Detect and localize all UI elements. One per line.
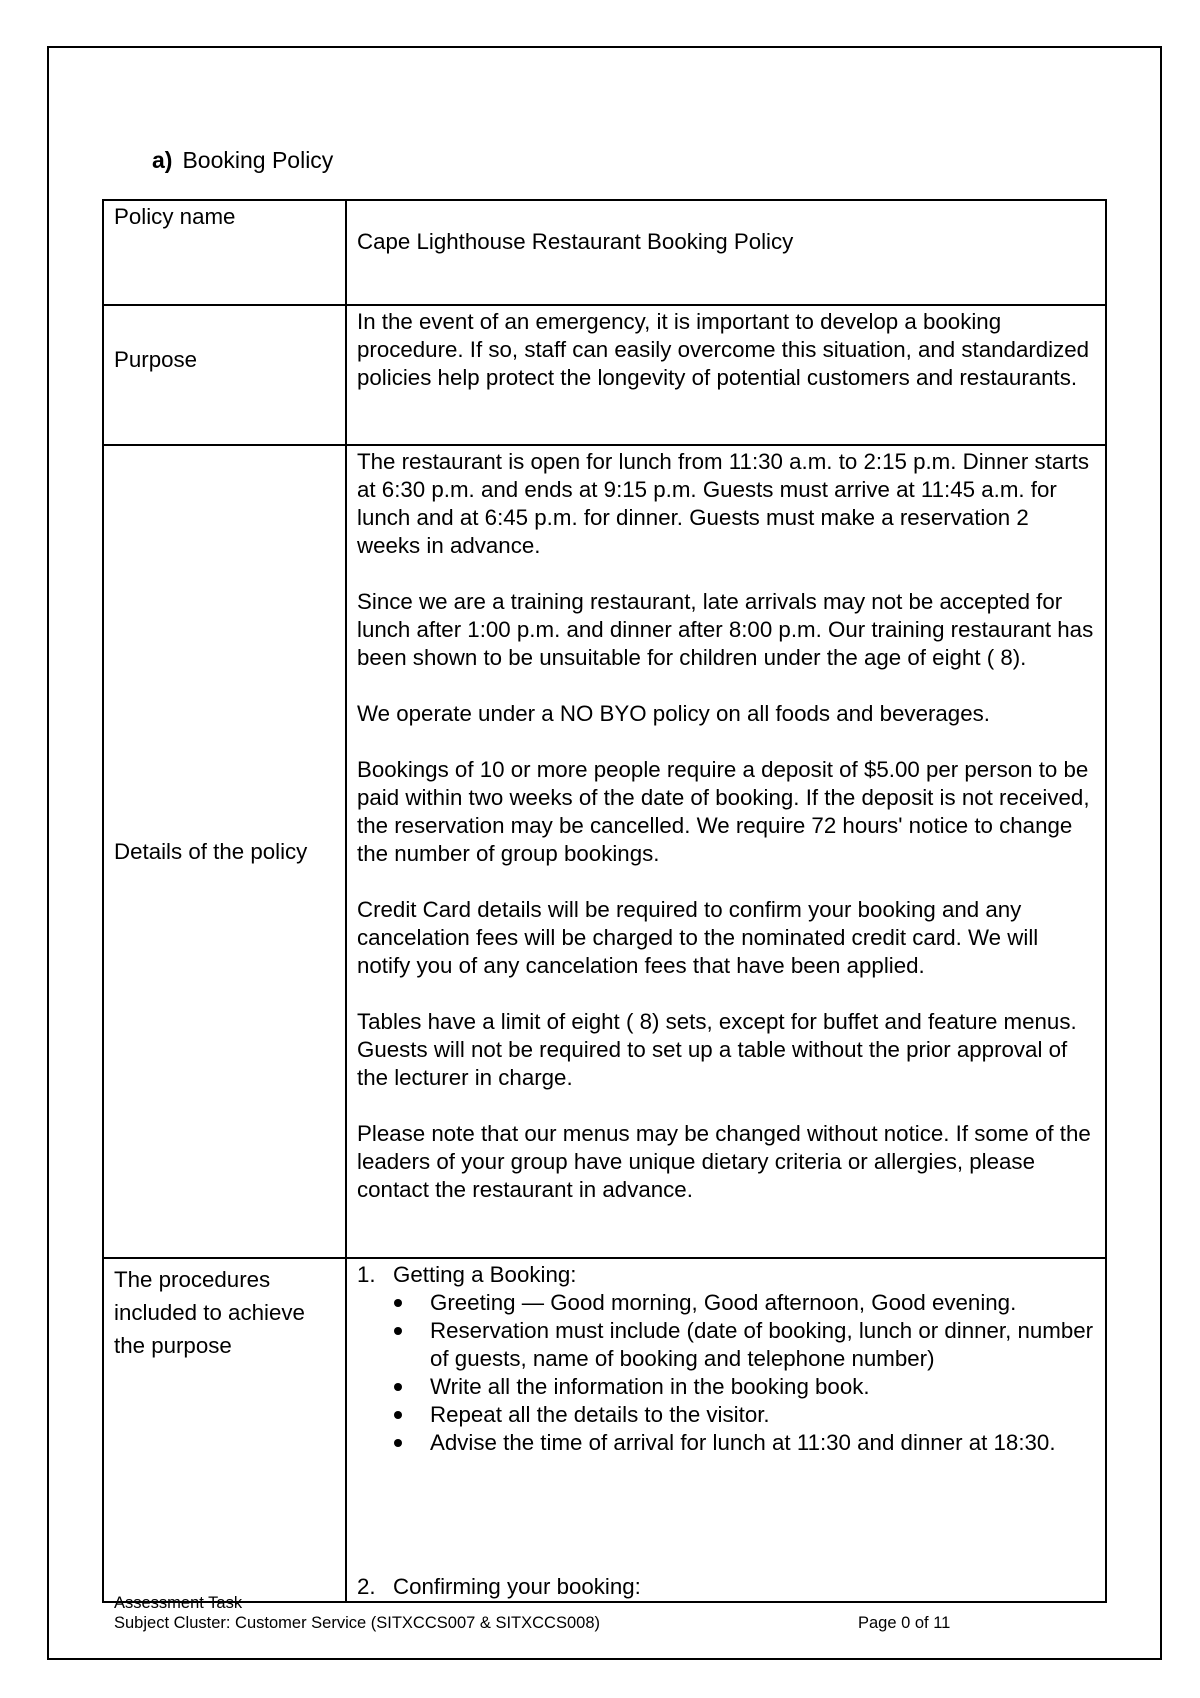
list-item: Greeting — Good morning, Good afternoon, Good evening. [430, 1289, 1095, 1317]
footer-line-2: Subject Cluster: Customer Service (SITXCCS007 & SITXCCS008) [114, 1614, 601, 1632]
list-item: Write all the information in the booking book. [430, 1373, 1095, 1401]
list-item: Repeat all the details to the visitor. [430, 1401, 1095, 1429]
table-row [103, 305, 1106, 445]
step-1-bullets [357, 1289, 1095, 1457]
policy-table [102, 199, 1107, 1603]
details-paragraph: We operate under a NO BYO policy on all foods and beverages. [357, 701, 990, 726]
policy-name-value: Cape Lighthouse Restaurant Booking Policy [346, 200, 1106, 305]
details-paragraph: Please note that our menus may be changed without notice. If some of the leaders of your group have unique dietary criteria or allergies, please contact the restaurant in advance. [357, 1121, 1091, 1202]
details-label: Details of the policy [103, 445, 346, 1258]
policy-name-label: Policy name [103, 200, 346, 305]
purpose-value: In the event of an emergency, it is important to develop a booking procedure. If so, staff can easily overcome this situation, and standardized policies help protect the longevity of potential customers and restaurants. [346, 305, 1106, 445]
step-number: 2. [357, 1574, 376, 1599]
details-paragraph: Bookings of 10 or more people require a deposit of $5.00 per person to be paid within two weeks of the date of booking. If the deposit is not received, the reservation may be cancelled. We require 72 hours' notice to change the number of group bookings. [357, 757, 1090, 866]
procedures-value [346, 1258, 1106, 1602]
step-number: 1. [357, 1262, 376, 1287]
table-row [103, 200, 1106, 305]
details-paragraph: Credit Card details will be required to confirm your booking and any cancelation fees will be charged to the nominated credit card. We will notify you of any cancelation fees that have been applied. [357, 897, 1039, 978]
step-title: Getting a Booking: [393, 1262, 577, 1287]
details-paragraph: Tables have a limit of eight ( 8) sets, except for buffet and feature menus. Guests will not be required to set up a table without the prior approval of the lecturer in charge. [357, 1009, 1077, 1090]
details-paragraph: The restaurant is open for lunch from 11:30 a.m. to 2:15 p.m. Dinner starts at 6:30 p.m. and ends at 9:15 p.m. Guests must arrive at 11:45 a.m. for lunch and at 6:45 p.m. for dinner. Guests must make a reservation 2 weeks in advance. [357, 449, 1090, 558]
footer-line-1: Assessment Task [114, 1594, 243, 1612]
table-row [103, 1258, 1106, 1602]
step-title: Confirming your booking: [393, 1574, 641, 1599]
list-item: Advise the time of arrival for lunch at 11:30 and dinner at 18:30. [430, 1429, 1095, 1457]
list-item: Reservation must include (date of booking, lunch or dinner, number of guests, name of booking and telephone number) [430, 1318, 1094, 1371]
page-footer [114, 1593, 951, 1633]
section-letter: a) [152, 147, 173, 173]
table-row [103, 445, 1106, 1258]
details-value [346, 445, 1106, 1258]
page-number: Page 0 of 11 [858, 1614, 951, 1632]
details-paragraph: Since we are a training restaurant, late arrivals may not be accepted for lunch after 1:00 p.m. and dinner after 8:00 p.m. Our training restaurant has been shown to be unsuitable for children under the age of eight ( 8). [357, 589, 1094, 670]
section-heading [152, 145, 333, 175]
procedure-step-1 [357, 1261, 1095, 1289]
purpose-label: Purpose [103, 305, 346, 445]
procedures-label: The procedures included to achieve the purpose [103, 1258, 346, 1602]
section-title: Booking Policy [182, 147, 334, 173]
